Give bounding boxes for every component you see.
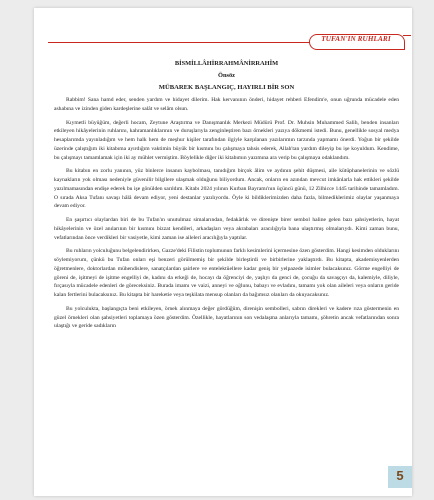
paragraph: Kıymetli büyüğüm, değerli hocam, Zeytune Araştırma ve Danışmanlık Merkezi Müdürü Prof. Dr. Muhsin Muhammed Salih, benden insanları etkileyen hikâyelerinin ruhlarını, kahramanlıklarının ve duruşlarıyla zenginleştiren bazı örnekleri yazıya dökmemi istedi. Bunu, genellikle sosyal medya hesaplarımda yayınladığım ve hem halk hem de meşhur kişiler tarafından ilgiyle karşılanan yazılarımın tarzında yapmamı önerdi. Yoğun bir şekilde üzerinde çalıştığım iki kitabıma ayırdığım vaktimin büyük bir kısmını bu çalışmaya tahsis ederek, Allah'tan yardım dileyip bu işe koyuldum. Kendime, bu çalışmayı tamamlamak için iki ay mühlet vermiştim. Böylelikle diğer iki kitabımın yazımına ara verip bu çalışmaya odaklandım. (54, 119, 399, 161)
header-rule-end (403, 35, 411, 36)
paragraph: Rabbim! Sana hamd eder, senden yardım ve hidayet dilerim. Hak kervanının önderi, hidayet rehberi Efendim'e, onun uğrunda mücadele eden ashabına ve izinden giden kardeşlerine salât ve selâm olsun. (54, 97, 399, 112)
running-header: TUFAN'IN RUHLARI (321, 35, 391, 43)
paragraph: Bu ruhların yolculuğunu belgelendirirken, Gazze'deki Filistin toplumunun farklı kesimlerini içermesine özen gösterdim. Hangi kesimden olduklarını söylemiyorum, çünkü bu Tufan onları eşi benzeri görülmemiş bir şekilde birleştirdi ve birbirlerine yaklaştırdı. Bu kitapta, akademisyenlerden öğretmenlere, doktorlardan mühendislere, sanatçılardan şairlere ve entelektüellere kadar geniş bir yelpazede isimler bulacaksınız. Görme engelliyi de göreni de, işitmeyi de işitme engelliyi de, kadını da erkeği de, hocayı da öğrenciyi de, yaşlıyı da genci de, çocuğu da savaşçıyı da, kalemiyle, diliyle, fırçasıyla mücadele edenleri de göreceksiniz. Burada imamı ve vaizi, anneyi ve oğlunu, babayı ve evladını, tamamı yok olan aileleri veya onların geride kalan fertlerini bulacaksınız. Bu kitapta bir hareketie veya teşkilata mensup olanları da bağımsız olanları da okuyacaksınız. (54, 248, 399, 298)
page-content (54, 53, 399, 336)
page-number: 5 (396, 468, 404, 483)
basmala-heading: BİSMİLLÂHİRRAHMÂNİRRAHÎM (174, 60, 279, 67)
paragraph: Bu kitabın en zorlu yanının, yüz binlerce insanın kaybolması, tanıdığım birçok âlim ve aydının şehit düşmesi, aile kütüphanelerinin ve sözlü kaynakların yok olması nedeniyle güvenilir bilgilere ulaşmak olduğunu biliyordum. Ancak, onların en azından mevcut imkânlarla hak ettikleri şekilde yazılmamasından endişe ederek bu işe gönülden sarıldım. Kitabı 2024 yılının Kurban Bayramı'nın üçüncü günü, 12 Zilhicce 1445 tarihinde tamamladım. O sırada Aksa Tufanı savaşı hâlâ devam ediyor, yeni destanlar yazılıyordu. Öyle ki bildiklerimizden daha fazla, bilmediklerimiz olaylar yaşanmaya devam ediyor. (54, 168, 399, 210)
chapter-title: MÜBAREK BAŞLANGIÇ, HAYIRLI BİR SON (158, 84, 295, 91)
section-heading: Önsöz (217, 72, 236, 79)
book-page (34, 8, 412, 496)
paragraph: En şaşırtıcı olaylardan biri de bu Tufan'ın unutulmaz simalarından, fedakârlık ve direnişte birer sembol haline gelen bazı şahsiyetlerin, hayat hikâyelerinin ve özel anılarının bir kısmını bizzat kendileri, arkadaşları veya akrabaları aracılığıyla bana ulaştırmış olmalarıydı. Kimi zaman bunu, vefatlarından önce verdikleri bir vasiyetle, kimi zaman ise aileleri aracılığıyla yaptılar. (54, 217, 399, 241)
paragraph: Bu yolculukta, başlangıçta beni etkileyen, örnek alınmaya değer gördüğüm, direnişin sembolleri, sabrın direkleri ve kadere rıza göstermenin en güzel örnekleri olan şahsiyetleri toplamaya özen gösterdim. Özellikle, hayatlarının son vedalaşma anlarıyla tamamı, şöhretin ancak vefatlarından sonra ulaştığı ve geride sadıkların (54, 305, 399, 330)
